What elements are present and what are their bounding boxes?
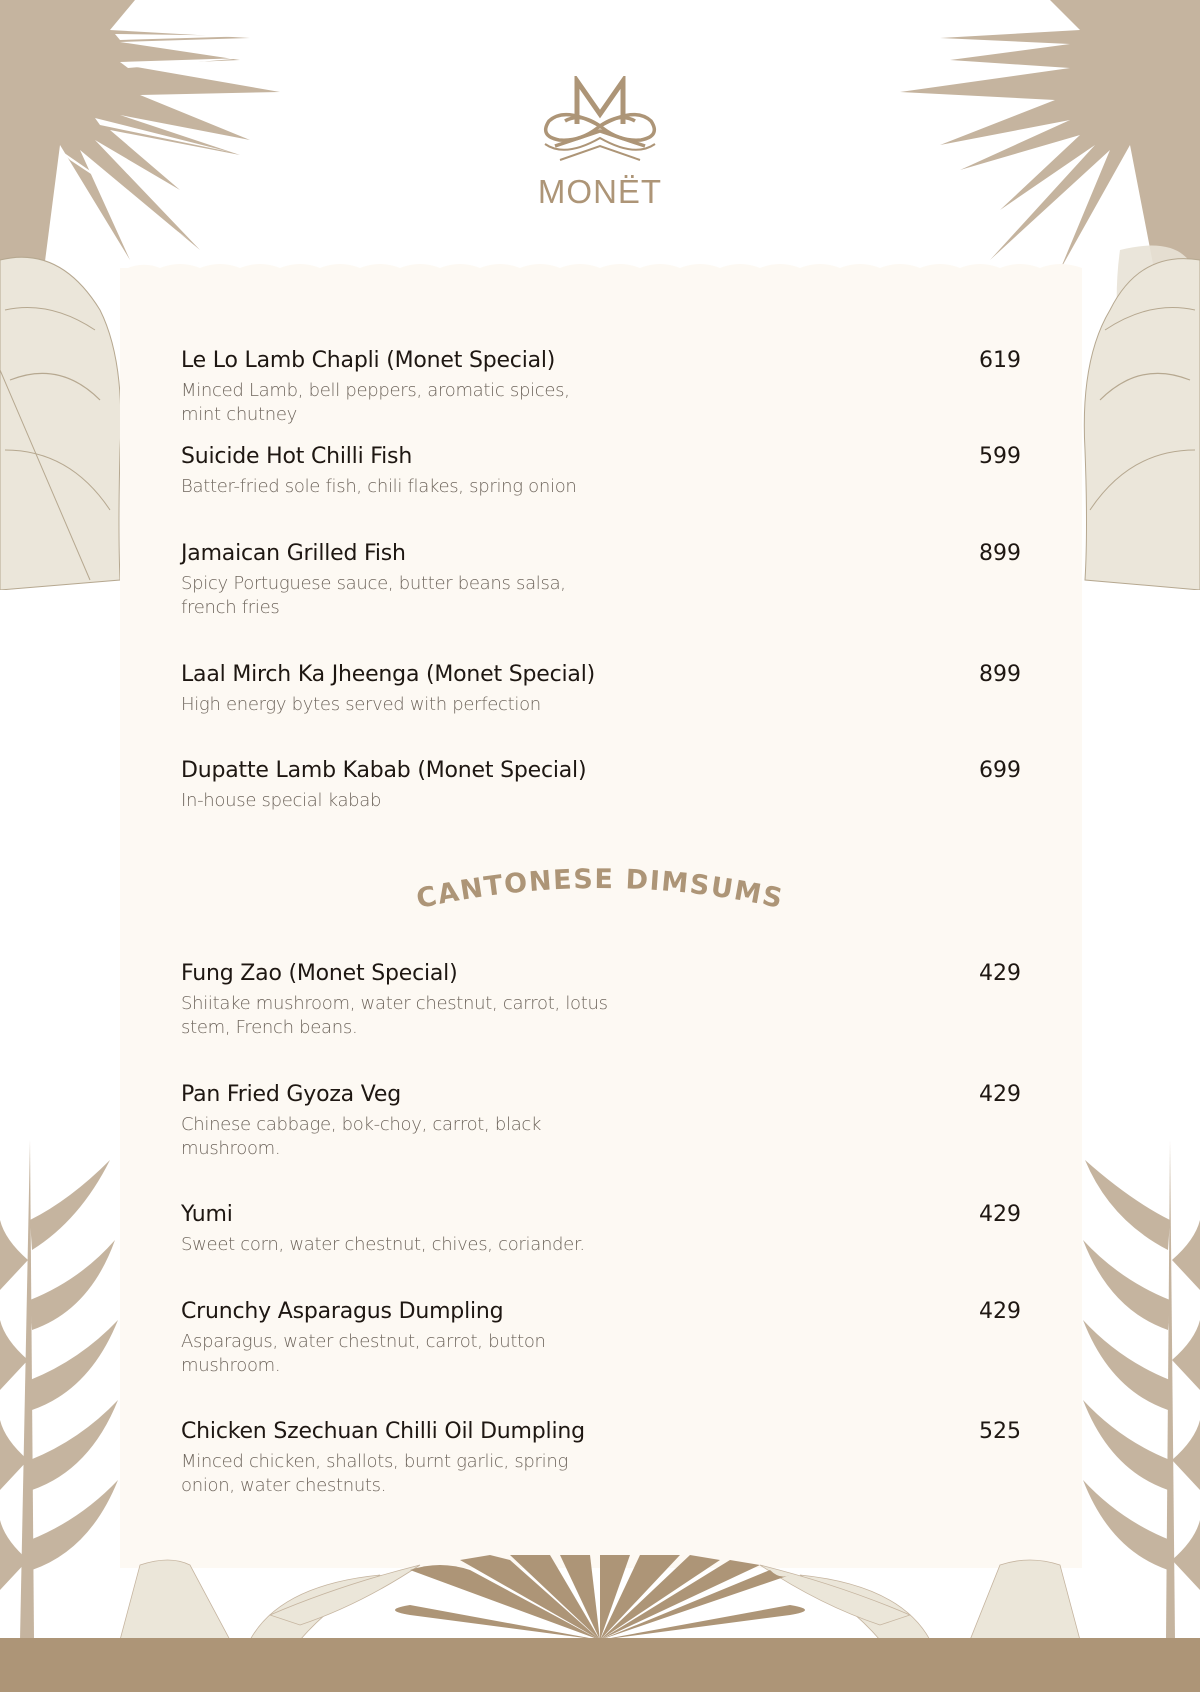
monstera-leaf-right-icon xyxy=(1080,250,1200,590)
monet-m-ribbon-logo-icon xyxy=(535,76,665,171)
fern-leaf-bottom-left-icon xyxy=(0,1140,125,1640)
menu-item xyxy=(181,1081,1021,1161)
item-name: Chicken Szechuan Chilli Oil Dumpling xyxy=(181,1419,585,1444)
item-price: 599 xyxy=(979,444,1021,469)
brand-name: MONËT xyxy=(537,173,663,210)
menu-item xyxy=(181,540,1021,620)
item-name: Laal Mirch Ka Jheenga (Monet Special) xyxy=(181,662,595,687)
item-description: High energy bytes served with perfection xyxy=(181,694,541,715)
menu-item xyxy=(181,443,1021,499)
item-name: Jamaican Grilled Fish xyxy=(181,541,406,566)
menu-item xyxy=(181,1201,1021,1257)
item-price: 619 xyxy=(979,348,1021,373)
item-name: Suicide Hot Chilli Fish xyxy=(181,444,413,469)
menu-item xyxy=(181,757,1021,813)
item-description: Minced Lamb, bell peppers, aromatic spices, mint chutney xyxy=(181,380,570,425)
item-name: Pan Fried Gyoza Veg xyxy=(181,1082,401,1107)
item-price: 899 xyxy=(979,662,1021,687)
item-price: 429 xyxy=(979,1202,1021,1227)
fern-leaf-bottom-right-icon xyxy=(1080,1140,1200,1640)
item-description: In-house special kabab xyxy=(181,790,382,811)
item-price: 899 xyxy=(979,541,1021,566)
item-description: Chinese cabbage, bok-choy, carrot, black mushroom. xyxy=(181,1114,542,1159)
section-title-text: CANTONESE DIMSUMS xyxy=(413,863,787,916)
card-scallop-edge xyxy=(120,258,1082,272)
item-description: Spicy Portuguese sauce, butter beans salsa, french fries xyxy=(181,573,566,618)
item-name: Yumi xyxy=(181,1202,233,1227)
section-title-cantonese-dimsums xyxy=(400,858,800,918)
item-price: 429 xyxy=(979,961,1021,986)
item-price: 699 xyxy=(979,758,1021,783)
monstera-leaf-left-icon xyxy=(0,250,125,590)
menu-item xyxy=(181,347,1021,427)
item-name: Fung Zao (Monet Special) xyxy=(181,961,458,986)
item-price: 429 xyxy=(979,1082,1021,1107)
brand-logo xyxy=(520,76,680,216)
item-description: Shiitake mushroom, water chestnut, carrot, lotus stem, French beans. xyxy=(181,993,608,1038)
menu-item xyxy=(181,1418,1021,1498)
item-description: Sweet corn, water chestnut, chives, coriander. xyxy=(181,1234,585,1255)
item-name: Crunchy Asparagus Dumpling xyxy=(181,1299,504,1324)
item-price: 525 xyxy=(979,1419,1021,1444)
item-description: Batter-fried sole fish, chili flakes, spring onion xyxy=(181,476,577,497)
palm-leaf-top-right-icon xyxy=(880,0,1200,300)
item-description: Asparagus, water chestnut, carrot, button mushroom. xyxy=(181,1331,546,1376)
menu-item xyxy=(181,960,1021,1040)
menu-item xyxy=(181,1298,1021,1378)
palm-leaf-top-left-icon xyxy=(0,0,300,300)
svg-text:CANTONESE DIMSUMS xyxy=(414,864,787,915)
menu-item xyxy=(181,661,1021,717)
item-price: 429 xyxy=(979,1299,1021,1324)
footer-band xyxy=(0,1638,1200,1692)
item-name: Dupatte Lamb Kabab (Monet Special) xyxy=(181,758,587,783)
item-description: Minced chicken, shallots, burnt garlic, spring onion, water chestnuts. xyxy=(181,1451,568,1496)
item-name: Le Lo Lamb Chapli (Monet Special) xyxy=(181,348,556,373)
